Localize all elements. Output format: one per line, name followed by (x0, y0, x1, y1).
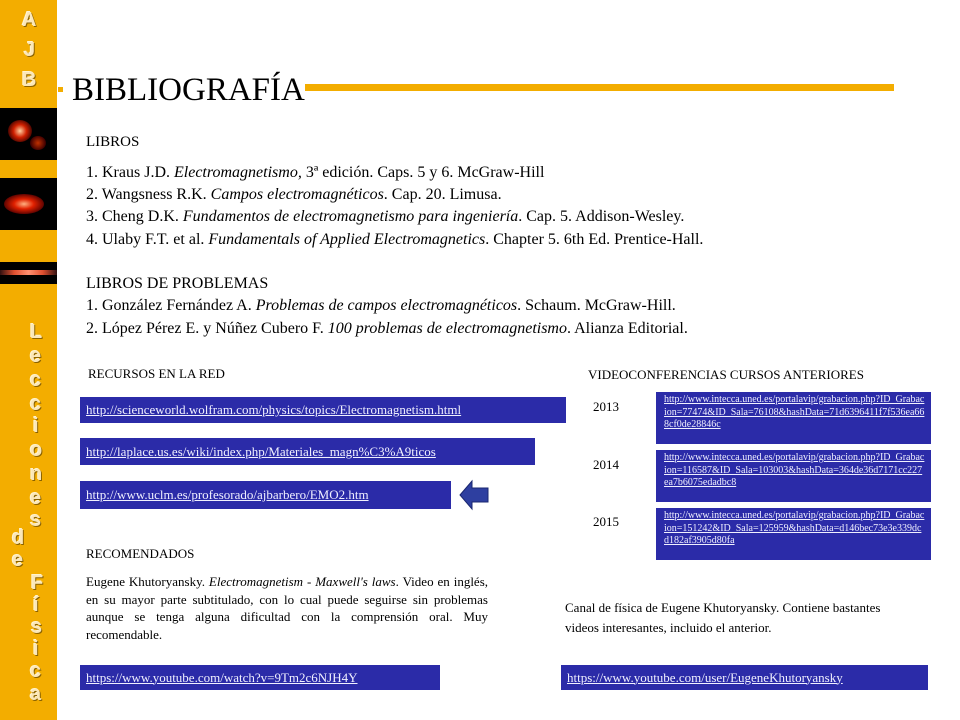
sidebar-letter: i (33, 415, 39, 437)
sidebar-letter: e (12, 549, 24, 571)
video-2013-link[interactable]: http://www.intecca.uned.es/portalavip/grabacion.php?ID_Grabacion=77474&ID_Sala=76108&hashData=71d6396411f7f536ea668cf0de28846c (656, 392, 931, 444)
recursos-heading: RECURSOS EN LA RED (88, 366, 225, 381)
lab-photo-3 (0, 262, 57, 284)
sidebar-letter: c (30, 660, 42, 682)
video-2015-link[interactable]: http://www.intecca.uned.es/portalavip/grabacion.php?ID_Grabacion=151242&ID_Sala=125959&hashData=d146bec73e3e339dcd182af3905d80fa (656, 508, 931, 560)
uclm-link[interactable]: http://www.uclm.es/profesorado/ajbarbero/EMO2.htm (80, 481, 451, 509)
sidebar-letter: o (30, 439, 43, 461)
sidebar-letter: A (22, 9, 37, 31)
sidebar-letter: c (30, 393, 42, 415)
year-2014-label: 2014 (593, 457, 619, 472)
lab-photo-2 (0, 178, 57, 230)
year-2015-label: 2015 (593, 514, 619, 529)
problem-book-item: 2. López Pérez E. y Núñez Cubero F. 100 problemas de electromagnetismo. Alianza Editorial. (86, 320, 688, 337)
wolfram-link[interactable]: http://scienceworld.wolfram.com/physics/topics/Electromagnetism.html (80, 397, 566, 423)
laplace-link[interactable]: http://laplace.us.es/wiki/index.php/Materiales_magn%C3%A9ticos (80, 438, 535, 465)
sidebar-letter: s (30, 509, 42, 531)
sidebar-letter: d (12, 527, 25, 549)
back-arrow-icon[interactable] (458, 477, 490, 513)
video-2014-link[interactable]: http://www.intecca.uned.es/portalavip/grabacion.php?ID_Grabacion=116587&ID_Sala=103003&hashData=364de36d7171cc227ea7b6075edadbc8 (656, 450, 931, 502)
sidebar-letter: n (30, 463, 43, 485)
book-item: 4. Ulaby F.T. et al. Fundamentals of Applied Electromagnetics. Chapter 5. 6th Ed. Prentice-Hall. (86, 231, 704, 248)
title-dot (58, 87, 63, 92)
libros-heading: LIBROS (86, 134, 140, 150)
sidebar-letter: í (33, 594, 39, 616)
recomendados-heading: RECOMENDADOS (86, 546, 195, 561)
sidebar-letter: a (30, 683, 42, 705)
sidebar-letter: B (22, 69, 37, 91)
recomendado-description: Eugene Khutoryansky. Electromagnetism - Maxwell's laws. Video en inglés, en su mayor parte subtitulado, con lo cual puede seguirse sin problemas aunque se tenga alguna dificultad con la comprensión oral. Muy recomendable. (86, 574, 489, 642)
youtube-video-link[interactable]: https://www.youtube.com/watch?v=9Tm2c6NJH4Y (80, 665, 440, 690)
book-item: 2. Wangsness R.K. Campos electromagnéticos. Cap. 20. Limusa. (86, 186, 502, 203)
problem-book-item: 1. González Fernández A. Problemas de campos electromagnéticos. Schaum. McGraw-Hill. (86, 297, 676, 314)
page-title: BIBLIOGRAFÍA (72, 72, 305, 108)
canal-description: Canal de física de Eugene Khutoryansky. Contiene bastantes videos interesantes, incluido el anterior. (565, 600, 881, 635)
problemas-heading: LIBROS DE PROBLEMAS (86, 275, 269, 292)
title-underline-bar (305, 84, 894, 91)
sidebar-letter: F (31, 572, 44, 594)
sidebar-letter: i (33, 638, 39, 660)
sidebar-letter: J (24, 39, 36, 61)
sidebar-letter: e (30, 487, 42, 509)
book-item: 3. Cheng D.K. Fundamentos de electromagnetismo para ingeniería. Cap. 5. Addison-Wesley. (86, 208, 685, 225)
book-item: 1. Kraus J.D. Electromagnetismo, 3ª edición. Caps. 5 y 6. McGraw-Hill (86, 164, 545, 181)
videoconferencias-heading: VIDEOCONFERENCIAS CURSOS ANTERIORES (588, 367, 864, 382)
lab-photo-1 (0, 108, 57, 160)
sidebar-letter: L (30, 321, 43, 343)
youtube-channel-link[interactable]: https://www.youtube.com/user/EugeneKhutoryansky (561, 665, 928, 690)
sidebar (0, 0, 57, 720)
sidebar-letter: c (30, 369, 42, 391)
sidebar-letter: s (31, 616, 43, 638)
year-2013-label: 2013 (593, 399, 619, 414)
sidebar-letter: e (30, 345, 42, 367)
